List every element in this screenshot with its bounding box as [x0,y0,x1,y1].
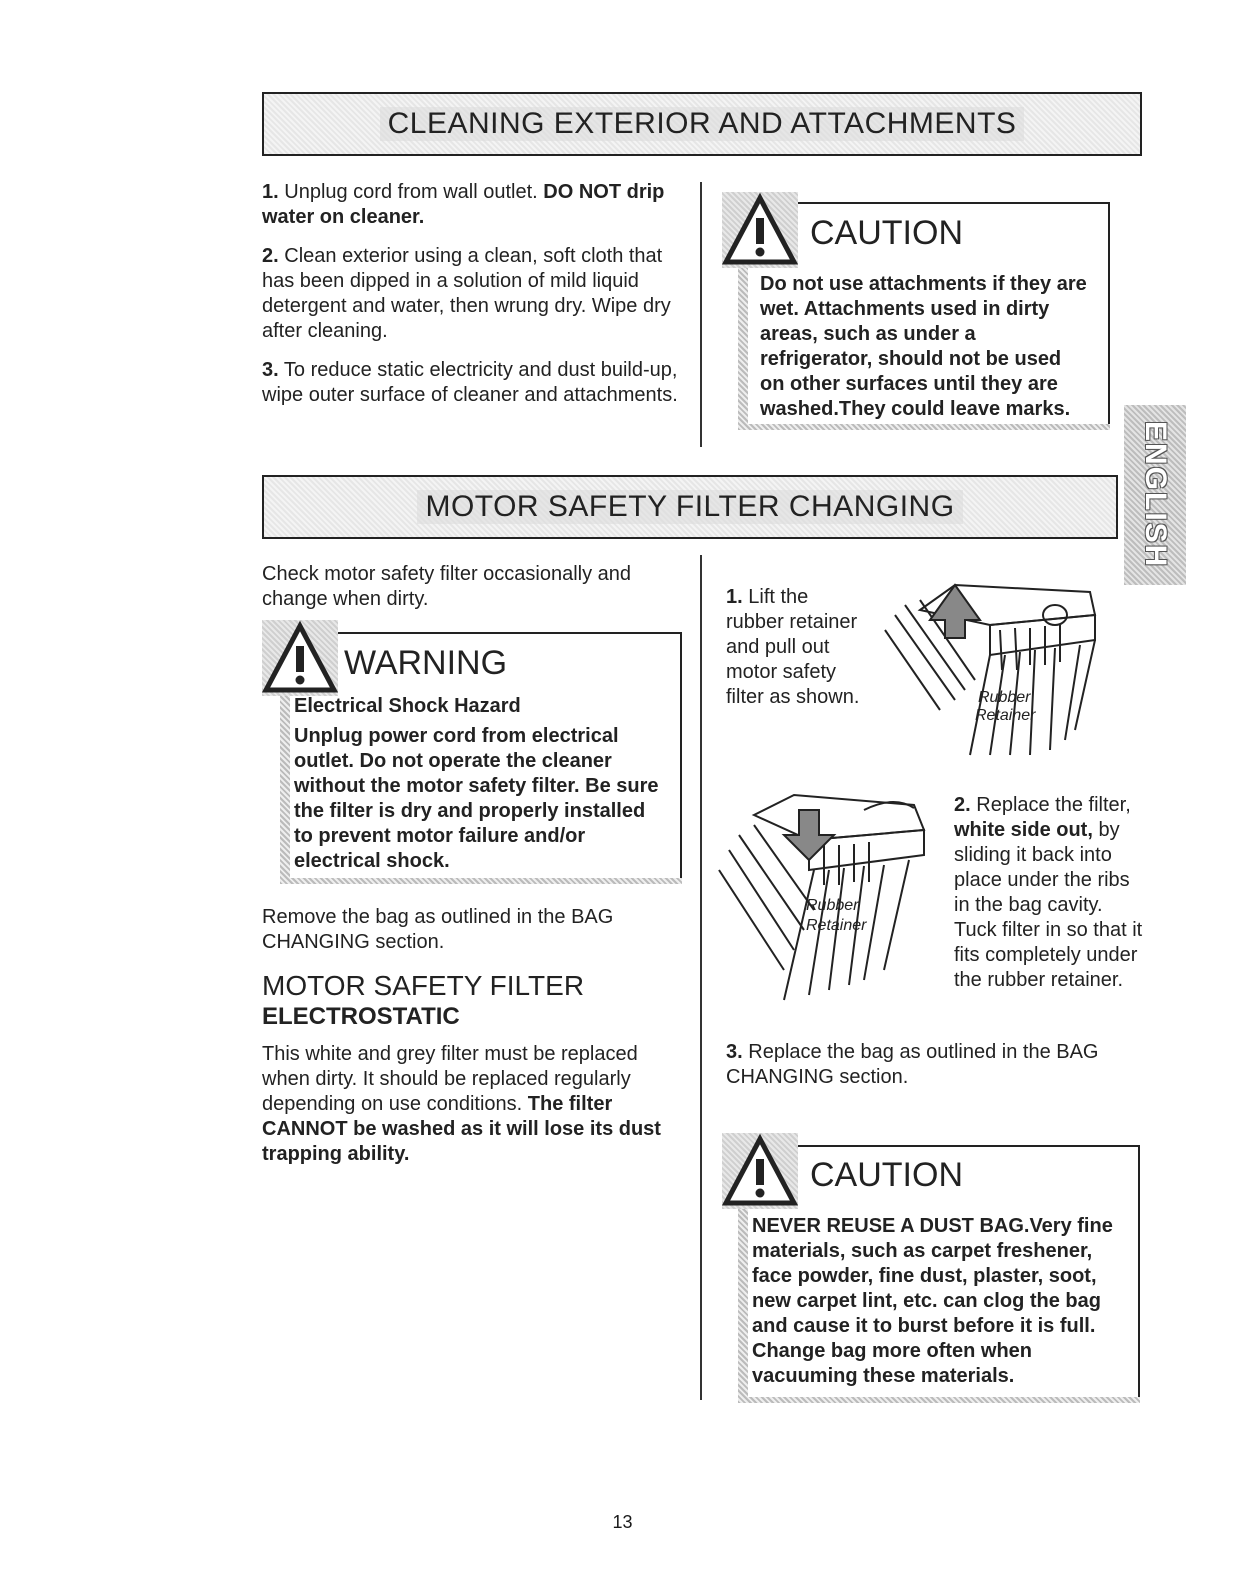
warning-title: WARNING [344,644,508,682]
warning-subtitle: Electrical Shock Hazard [294,695,521,717]
caution-shade [738,260,748,430]
step-text: Replace the filter, [976,794,1131,816]
section-banner-cleaning [262,92,1142,156]
filter-subheading: ELECTROSTATIC [262,1003,460,1030]
warning-triangle-icon [262,620,338,696]
filter-step-3 [726,1040,1126,1090]
caution-shade [738,1397,1140,1403]
column-divider [700,182,702,447]
step-text: Unplug cord from wall outlet. [284,181,538,203]
caution-shade [738,1205,748,1403]
step-bold-text: white side out, [954,819,1093,841]
step-number: 3. [726,1041,743,1063]
filter-bold-text: The filter CANNOT be washed as it will lose its dust trapping ability. [262,1093,661,1165]
column-divider [700,555,702,1400]
cleaning-step-1 [262,180,682,230]
step-number: 2. [262,245,279,267]
section-banner-motor-filter [262,475,1118,539]
step-number: 2. [954,794,971,816]
step-text: Lift the rubber retainer and pull out motor safety filter as shown. [726,586,860,708]
filter-description [262,1042,672,1167]
illus-label-rubber: Rubber [978,689,1031,706]
filter-step-1 [726,585,866,710]
page-number: 13 [612,1512,633,1532]
step-text: To reduce static electricity and dust build-up, wipe outer surface of cleaner and attachments. [262,359,678,406]
warning-icon-box [262,620,338,696]
cleaning-step-3 [262,358,682,408]
caution-text: NEVER REUSE A DUST BAG.Very fine materials, such as carpet freshener, face powder, fine dust, plaster, soot, new carpet lint, etc. can clog the bag and cause it to burst before it is full. Change bag more often when vacuuming these materials. [752,1215,1113,1387]
cleaning-step-2 [262,244,682,344]
caution-icon-box [722,1133,798,1209]
step-text: Replace the bag as outlined in the BAG CHANGING section. [726,1041,1099,1088]
illus-label-retainer: Retainer [975,707,1036,724]
caution-icon-box [722,192,798,268]
caution-shade [738,424,1110,430]
warning-text: Unplug power cord from electrical outlet. Do not operate the cleaner without the motor safety filter. Be sure the filter is dry and properly installed to prevent motor failure and/or electrical shock. [294,725,659,872]
caution-text: Do not use attachments if they are wet. Attachments used in dirty areas, such as under a refrigerator, should not be used on other surfaces until they are washed.They could leave marks. [760,273,1087,420]
illus-label-rubber: Rubber [806,897,859,914]
warning-triangle-icon [722,192,798,268]
section-title-motor-filter: MOTOR SAFETY FILTER CHANGING [417,490,962,524]
step-number: 3. [262,359,279,381]
section-title-cleaning: CLEANING EXTERIOR AND ATTACHMENTS [380,107,1025,141]
warning-shade [280,690,290,884]
step-bold-text: DO NOT drip water on cleaner. [262,181,665,228]
step-text: by sliding it back into place under the ribs in the bag cavity. Tuck filter in so that it fits completely under the rubber retainer. [954,819,1143,991]
caution-title: CAUTION [810,214,963,252]
language-tab [1124,405,1186,585]
step-number: 1. [262,181,279,203]
motor-filter-intro: Check motor safety filter occasionally and change when dirty. [262,563,632,610]
filter-text: This white and grey filter must be replaced when dirty. It should be replaced regularly depending on use conditions. [262,1043,638,1115]
warning-shade [280,878,682,884]
filter-removal-illustration [880,570,1110,765]
caution-title: CAUTION [810,1156,963,1194]
step-text: Clean exterior using a clean, soft cloth that has been dipped in a solution of mild liquid detergent and water, then wrung dry. Wipe dry after cleaning. [262,245,671,342]
cleaning-steps [262,180,682,422]
language-tab-label: ENGLISH [1139,421,1172,569]
step-number: 1. [726,586,743,608]
filter-step-2 [954,793,1144,993]
remove-bag-text: Remove the bag as outlined in the BAG CHANGING section. [262,906,614,953]
filter-heading: MOTOR SAFETY FILTER [262,970,585,1001]
warning-triangle-icon [722,1133,798,1209]
filter-install-illustration [714,790,939,1005]
illus-label-retainer: Retainer [806,917,867,934]
